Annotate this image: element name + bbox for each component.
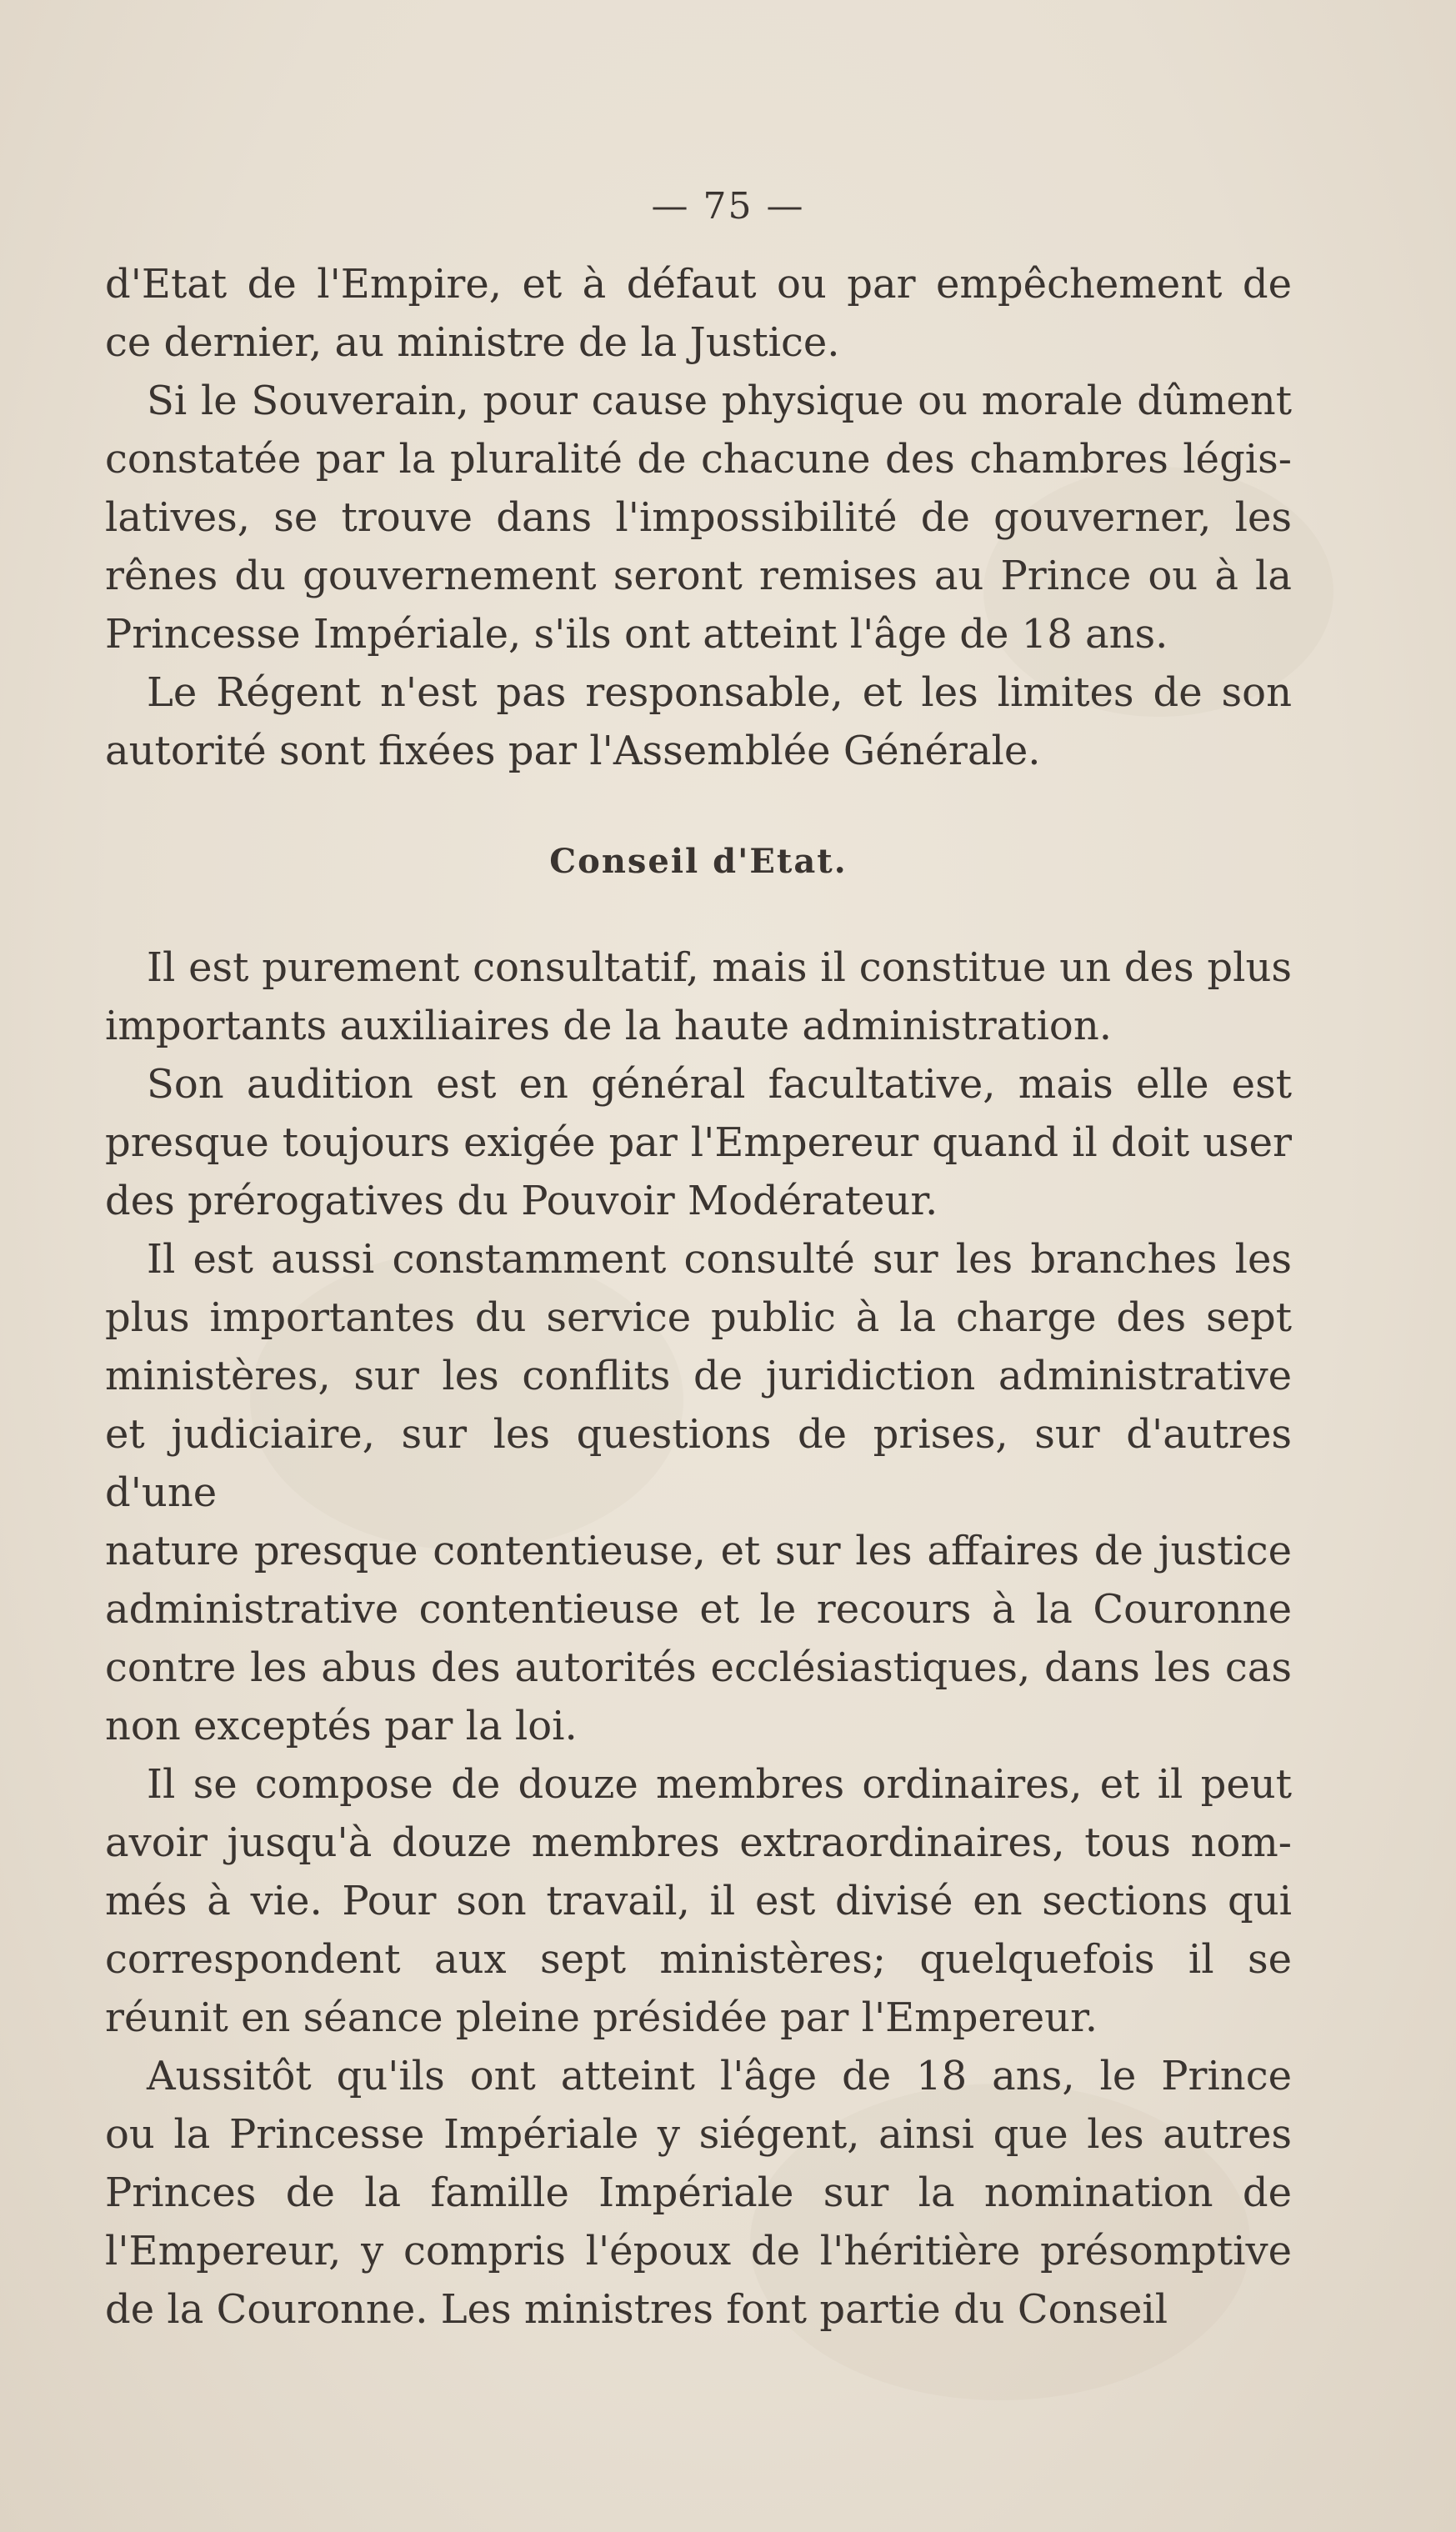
text-line: Princesse Impériale, s'ils ont atteint l'âge de 18 ans.: [105, 611, 1168, 658]
text-line: Il se compose de douze membres ordinaires, et il peut: [147, 1761, 1292, 1808]
text-line: contre les abus des autorités ecclésiastiques, dans les cas: [105, 1644, 1292, 1691]
text-line: rênes du gouvernement seront remises au Prince ou à la: [105, 553, 1292, 599]
text-line: de la Couronne. Les ministres font partie du Conseil: [105, 2286, 1168, 2333]
text-line: l'Empereur, y compris l'époux de l'héritière présomptive: [105, 2228, 1292, 2274]
text-line: autorité sont fixées par l'Assemblée Générale.: [105, 728, 1041, 774]
paragraphs-before-heading: [105, 255, 1292, 780]
text-line: Il est aussi constamment consulté sur les branches les: [147, 1236, 1292, 1283]
text-line: et judiciaire, sur les questions de prises, sur d'autres d'une: [105, 1411, 1292, 1516]
text-line: latives, se trouve dans l'impossibilité de gouverner, les: [105, 494, 1292, 541]
page-number: — 75 —: [651, 185, 805, 228]
text-line: ministères, sur les conflits de juridiction administrative: [105, 1353, 1292, 1399]
text-line: ce dernier, au ministre de la Justice.: [105, 319, 840, 366]
body-text: [105, 255, 1292, 2339]
section-heading: Conseil d'Etat.: [549, 842, 848, 881]
text-line: non exceptés par la loi.: [105, 1703, 578, 1749]
text-line: més à vie. Pour son travail, il est divisé en sections qui: [105, 1878, 1292, 1924]
text-line: nature presque contentieuse, et sur les affaires de justice: [105, 1528, 1292, 1574]
text-line: réunit en séance pleine présidée par l'Empereur.: [105, 1994, 1098, 2041]
text-line: Princes de la famille Impériale sur la nomination de: [105, 2169, 1292, 2216]
text-line: des prérogatives du Pouvoir Modérateur.: [105, 1178, 938, 1224]
text-line: correspondent aux sept ministères; quelquefois il se: [105, 1936, 1292, 1983]
text-line: ou la Princesse Impériale y siégent, ainsi que les autres: [105, 2111, 1292, 2158]
text-line: d'Etat de l'Empire, et à défaut ou par empêchement de: [105, 261, 1292, 308]
text-line: constatée par la pluralité de chacune des chambres légis-: [105, 436, 1292, 483]
text-line: plus importantes du service public à la charge des sept: [105, 1294, 1292, 1341]
text-line: importants auxiliaires de la haute administration.: [105, 1003, 1112, 1049]
text-line: administrative contentieuse et le recours à la Couronne: [105, 1586, 1292, 1633]
text-line: Son audition est en général facultative, mais elle est: [147, 1061, 1292, 1108]
text-line: presque toujours exigée par l'Empereur quand il doit user: [105, 1119, 1292, 1166]
text-line: Le Régent n'est pas responsable, et les limites de son: [147, 669, 1292, 716]
text-line: Si le Souverain, pour cause physique ou morale dûment: [147, 378, 1292, 424]
text-line: avoir jusqu'à douze membres extraordinaires, tous nom-: [105, 1819, 1292, 1866]
text-line: Il est purement consultatif, mais il constitue un des plus: [147, 944, 1292, 991]
paragraphs-after-heading: [105, 938, 1292, 2339]
text-line: Aussitôt qu'ils ont atteint l'âge de 18 ans, le Prince: [147, 2053, 1292, 2099]
